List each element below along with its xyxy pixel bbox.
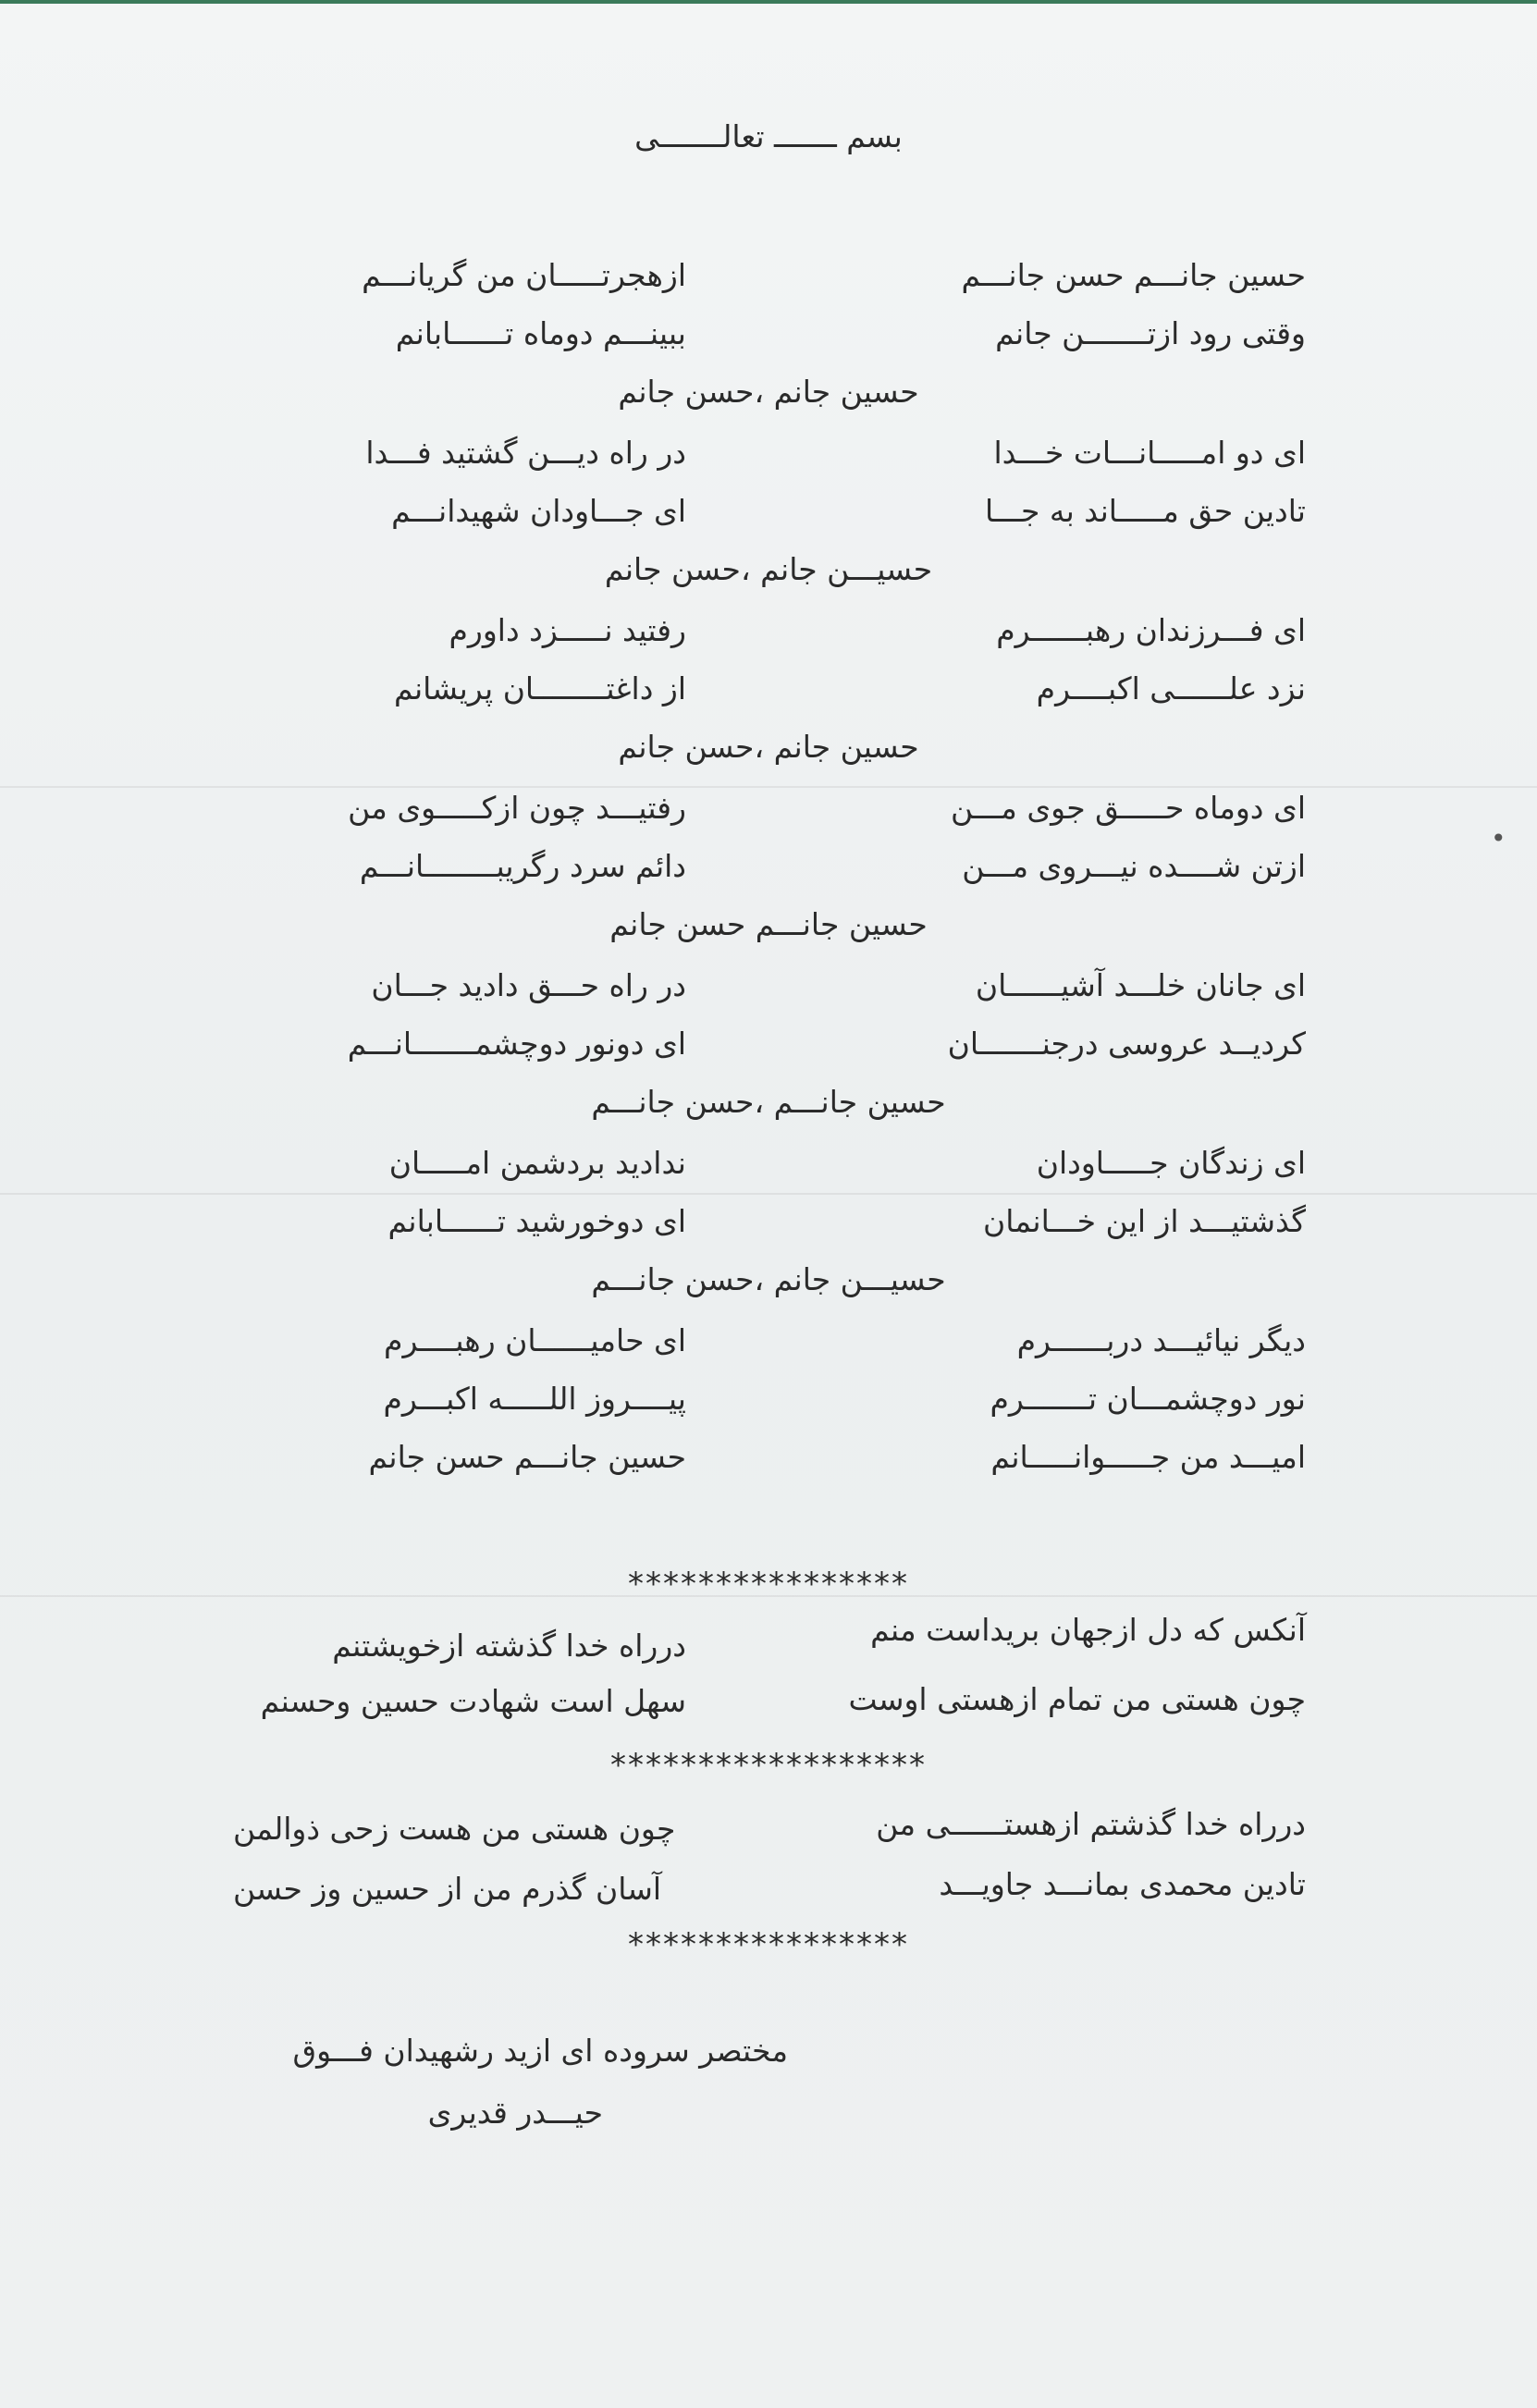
verse-line-left: در راه حـــق دادید جـــان bbox=[371, 967, 686, 1003]
couplet-line-right: چون هستی من تمام ازهستی اوست bbox=[848, 1681, 1306, 1717]
heading: بسم ـــــــ تعالـــــــی bbox=[634, 118, 903, 154]
couplet-line-left: چون هستی من هست زحی ذوالمن bbox=[233, 1811, 676, 1847]
verse-line-right: ازتن شــــده نیـــروی مـــن bbox=[962, 848, 1306, 884]
couplet-line-right: درراه خدا گذشتم ازهستــــــی من bbox=[876, 1806, 1306, 1842]
couplet-line-left: آسان گذرم من از حسین وز حسن bbox=[233, 1871, 662, 1907]
fold-line bbox=[0, 1193, 1537, 1195]
separator: ****************** bbox=[610, 1747, 927, 1784]
fold-line bbox=[0, 786, 1537, 788]
verse-line-right: ای زندگان جـــــاودان bbox=[1036, 1145, 1306, 1181]
couplet-line-right: آنکس که دل ازجهان بریداست منم bbox=[870, 1612, 1306, 1648]
verse-line-right: ای فـــرزندان رهبــــــرم bbox=[996, 612, 1306, 648]
verse-line-right: دیگر نیائیـــد دربــــــرم bbox=[1016, 1322, 1306, 1358]
refrain: حسیـــن جانم ،حسن جانـــم bbox=[591, 1261, 946, 1297]
refrain: حسیـــن جانم ،حسن جانم bbox=[604, 551, 933, 587]
refrain: حسین جانم ،حسن جانم bbox=[618, 729, 919, 765]
verse-line-left: ای دوخورشید تــــــابانم bbox=[387, 1203, 686, 1239]
top-edge bbox=[0, 0, 1537, 4]
refrain: حسین جانـــم ،حسن جانـــم bbox=[591, 1084, 946, 1120]
verse-line-right: ای جانان خلـــد آشیــــــان bbox=[975, 967, 1306, 1003]
verse-line-left: ای دونور دوچشمـــــــانـــم bbox=[347, 1026, 686, 1062]
margin-mark: • bbox=[1491, 823, 1506, 854]
verse-line-left: رفتید نـــــزد داورم bbox=[449, 612, 686, 648]
verse-line-right: وقتی رود ازتـــــــن جانم bbox=[995, 315, 1306, 351]
separator: **************** bbox=[628, 1926, 909, 1963]
signature-line: مختصر سروده ای ازید رشهیدان فـــوق bbox=[292, 2033, 788, 2069]
verse-line-right: امیـــد من جـــــوانـــــانم bbox=[990, 1439, 1306, 1475]
verse-line-left: رفتیـــد چون ازکـــــوی من bbox=[348, 790, 686, 826]
signature-name: حیـــدر قدیری bbox=[427, 2095, 603, 2131]
verse-line-left: پیــــروز اللـــــه اکبـــرم bbox=[383, 1381, 686, 1417]
couplet-line-left: درراه خدا گذشته ازخویشتنم bbox=[332, 1628, 686, 1664]
refrain: حسین جانـــم حسن جانم bbox=[609, 906, 928, 942]
verse-line-left: ازهجرتـــــان من گریانـــم bbox=[362, 257, 686, 293]
verse-line-left: دائم سرد رگریبــــــــانـــم bbox=[359, 848, 686, 884]
verse-line-right: تادین حق مـــــاند به جـــا bbox=[984, 493, 1306, 529]
verse-line-left: از داغتــــــــان پریشانم bbox=[393, 670, 686, 706]
verse-line-right: نزد علــــــی اکبــــرم bbox=[1036, 670, 1306, 706]
verse-line-left: ببینـــم دوماه تــــــابانم bbox=[395, 315, 686, 351]
verse-line-right: حسین جانـــم حسن جانـــم bbox=[961, 257, 1306, 293]
verse-line-right: ای دو امـــــانـــات خـــدا bbox=[993, 435, 1306, 471]
couplet-line-left: سهل است شهادت حسین وحسنم bbox=[260, 1683, 686, 1719]
refrain: حسین جانم ،حسن جانم bbox=[618, 374, 919, 410]
verse-line-left: ای حامیــــــان رهبــــرم bbox=[384, 1322, 686, 1358]
verse-line-right: کردیــد عروسی درجنـــــــان bbox=[947, 1026, 1306, 1062]
verse-line-left: ای جـــاودان شهیدانـــم bbox=[391, 493, 686, 529]
verse-line-left: در راه دیـــن گشتید فـــدا bbox=[365, 435, 686, 471]
separator: **************** bbox=[628, 1566, 909, 1603]
verse-line-right: نور دوچشمـــان تـــــــرم bbox=[990, 1381, 1306, 1417]
verse-line-right: گذشتیـــد از این خـــانمان bbox=[983, 1203, 1306, 1239]
verse-line-right: ای دوماه حـــــق جوی مـــن bbox=[951, 790, 1306, 826]
couplet-line-right: تادین محمدی بمانـــد جاویـــد bbox=[939, 1866, 1306, 1902]
verse-line-left: ندادید بردشمن امـــــان bbox=[388, 1145, 686, 1181]
verse-line-left: حسین جانـــم حسن جانم bbox=[368, 1439, 686, 1475]
